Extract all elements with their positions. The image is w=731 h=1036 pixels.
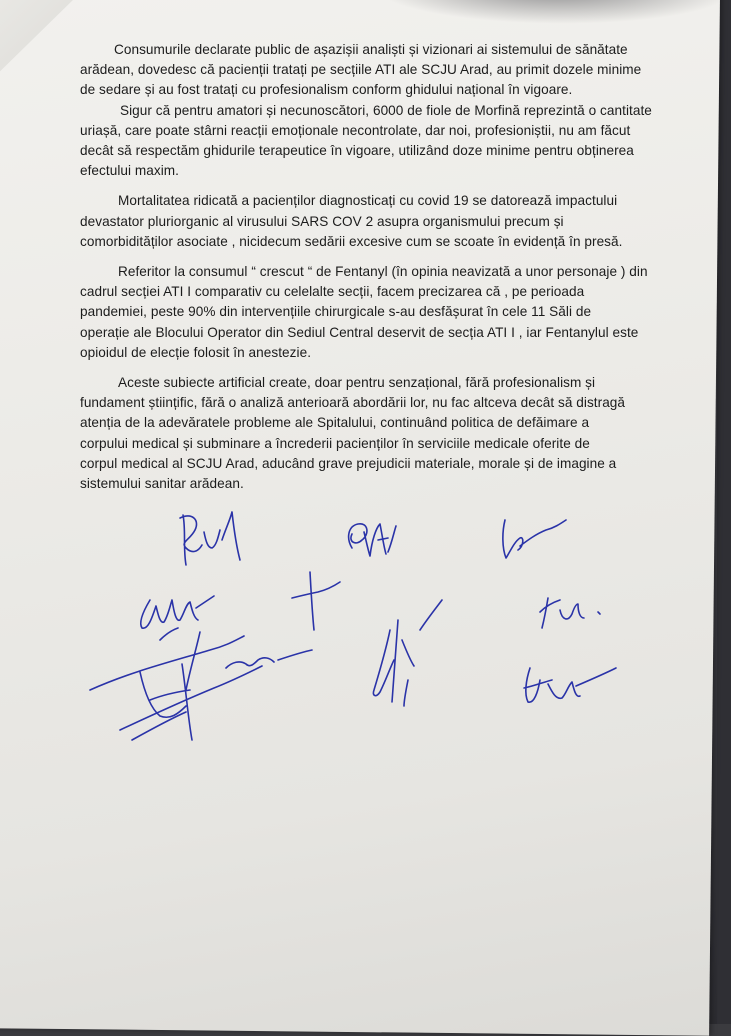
text-line: comorbidităților asociate , nicidecum sedării excesive cum se scoate în evidență în presă. bbox=[80, 233, 623, 249]
text-line: opioidul de elecție folosit în anestezie. bbox=[80, 344, 312, 360]
text-line: pandemiei, peste 90% din intervențiile chirurgicale s-au desfășurat în cele 11 Săli de bbox=[80, 304, 592, 320]
folded-corner bbox=[0, 0, 84, 79]
text-line: Consumurile declarate public de așazișii analiști și vizionari ai sistemului de sănătate bbox=[114, 42, 628, 57]
paragraph-consumption bbox=[80, 40, 648, 101]
text-line: devastator pluriorganic al virusului SARS COV 2 asupra organismului precum și bbox=[80, 213, 564, 229]
text-line: Aceste subiecte artificial create, doar pentru senzațional, fără profesionalism și bbox=[118, 375, 596, 391]
text-line: efectului maxim. bbox=[80, 163, 180, 179]
paragraph-fentanyl bbox=[80, 262, 648, 363]
text-line: arădean, dovedesc că pacienții tratați pe secțiile ATI ale SCJU Arad, au primit dozele minime bbox=[80, 62, 642, 78]
desk-edge bbox=[717, 0, 731, 1024]
text-line: cadrul secției ATI I comparativ cu celelalte secții, facem precizarea că , pe perioada bbox=[80, 284, 585, 300]
text-line: fundament științific, fără o analiză anterioară abordării lor, nu fac altceva decât să distragă bbox=[80, 395, 626, 411]
text-line: sistemului sanitar arădean. bbox=[80, 476, 244, 492]
text-line: uriașă, care poate stârni reacții emoționale necontrolate, dar noi, profesioniștii, nu am făcut bbox=[80, 122, 631, 138]
text-line: decât să respectăm ghidurile terapeutice în vigoare, utilizând doze minime pentru obținerea bbox=[80, 143, 634, 159]
text-line: atenția de la adevăratele probleme ale Spitalului, continuând politica de defăimare a bbox=[80, 415, 590, 431]
text-line: corpului medical și subminare a încrederii pacienților în serviciile medicale oferite de bbox=[80, 435, 590, 451]
paragraph-morphine bbox=[80, 101, 652, 182]
text-line: de sedare și au fost tratați cu profesionalism conform ghidului național în vigoare. bbox=[80, 82, 573, 98]
text-line: Referitor la consumul “ crescut “ de Fentanyl (în opinia neavizată a unor personaje ) din bbox=[118, 264, 648, 280]
text-line: Sigur că pentru amatori și necunoscători, 6000 de fiole de Morfină reprezintă o cantitate bbox=[120, 102, 652, 118]
text-line: corpul medical al SCJU Arad, aducând grave prejudicii materiale, morale și de imagine a bbox=[80, 455, 617, 471]
paragraph-conclusion bbox=[80, 373, 648, 494]
text-line: operație ale Blocului Operator din Sediul Central deservit de secția ATI I , iar Fentanylul este bbox=[80, 324, 639, 340]
text-line: Mortalitatea ridicată a pacienților diagnosticați cu covid 19 se datorează impactului bbox=[118, 193, 618, 209]
shadow-overlay bbox=[374, 0, 731, 26]
letter-body bbox=[80, 40, 652, 494]
paragraph-mortality bbox=[80, 191, 648, 252]
